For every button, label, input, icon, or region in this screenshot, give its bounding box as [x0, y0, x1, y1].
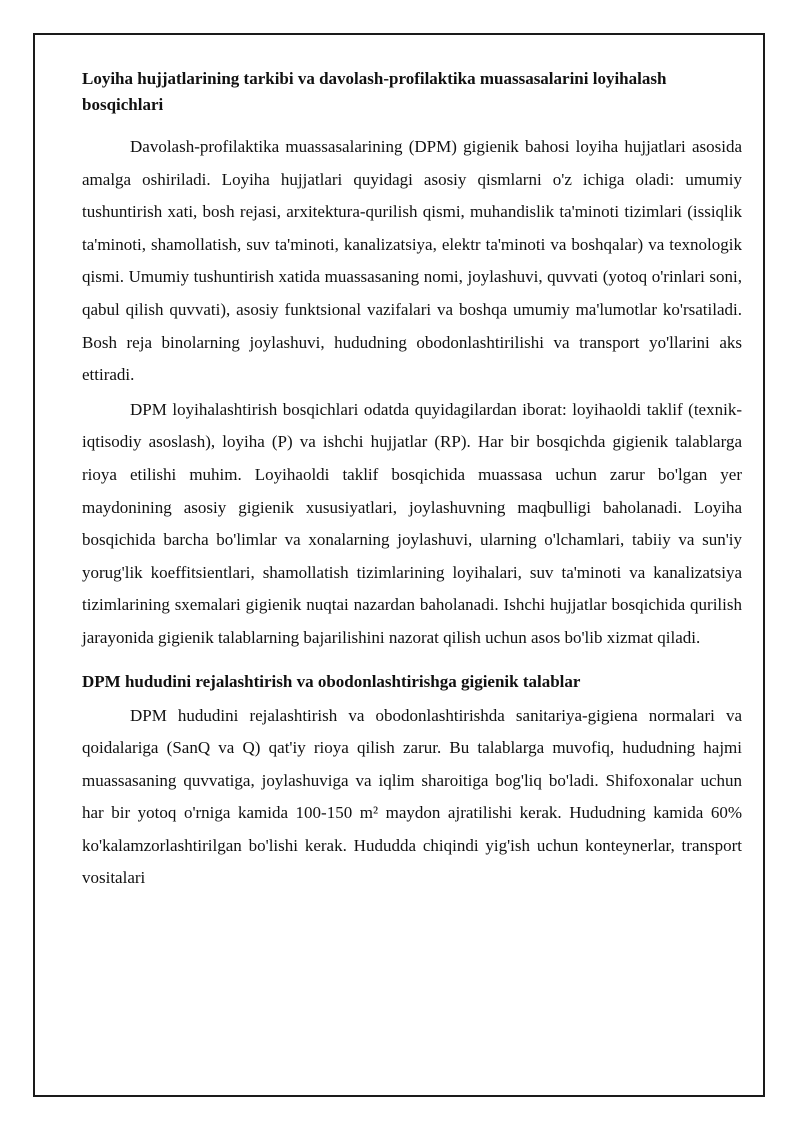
paragraph: Davolash-profilaktika muassasalarining (DPM) gigienik bahosi loyiha hujjatlari asosida amalga oshiriladi. Loyiha hujjatlari quyidagi asosiy qismlarni o'z ichiga oladi: umumiy tushuntirish xati, bosh rejasi, arxitektura-qurilish qismi, muhandislik ta'minoti tizimlari (issiqlik ta'minoti, shamollatish, suv ta'minoti, kanalizatsiya, elektr ta'minoti va boshqalar) va texnologik qismi. Umumiy tushuntirish xatida muassasaning nomi, joylashuvi, quvvati (yotoq o'rinlari soni, qabul qilish quvvati), asosiy funktsional vazifalari va boshqa umumiy ma'lumotlar ko'rsatiladi. Bosh reja binolarning joylashuvi, hududning obodonlashtirilishi va transport yo'llarini aks ettiradi.	[82, 137, 742, 385]
section-heading-project-documents: Loyiha hujjatlarining tarkibi va davolash-profilaktika muassasalarini loyihalash bosqichlari	[82, 69, 667, 114]
paragraph: DPM loyihalashtirish bosqichlari odatda quyidagilardan iborat: loyihaoldi taklif (texnik-iqtisodiy asoslash), loyiha (P) va ishchi hujjatlar (RP). Har bir bosqichda gigienik talablarga rioya etilishi muhim. Loyihaoldi taklif bosqichida muassasa uchun zarur bo'lgan yer maydonining asosiy gigienik xususiyatlari, joylashuvning maqbulligi baholanadi. Loyiha bosqichida barcha bo'limlar va xonalarning joylashuvi, ularning o'lchamlari, tabiiy va sun'iy yorug'lik koeffitsientlari, shamollatish tizimlarining loyihalari, suv ta'minoti va kanalizatsiya tizimlarining sxemalari gigienik nuqtai nazardan baholanadi. Ishchi hujjatlar bosqichida qurilish jarayonida gigienik talablarning bajarilishini nazorat qilish uchun asos bo'lib xizmat qiladi.	[82, 399, 742, 647]
paragraph: DPM hududini rejalashtirish va obodonlashtirishda sanitariya-gigiena normalari va qoidalariga (SanQ va Q) qat'iy rioya qilish zarur. Bu talablarga muvofiq, hududning hajmi muassasaning quvvatiga, joylashuviga va iqlim sharoitiga bog'liq bo'ladi. Shifoxonalar uchun har bir yotoq o'rniga kamida 100-150 m² maydon ajratilishi kerak. Hududning kamida 60% ko'kalamzorlashtirilgan bo'lishi kerak. Hududda chiqindi yig'ish uchun konteynerlar, transport vositalari	[82, 705, 742, 888]
section-heading-territory-planning: DPM hududini rejalashtirish va obodonlashtirishga gigienik talablar	[82, 671, 581, 691]
document-body	[82, 66, 742, 895]
